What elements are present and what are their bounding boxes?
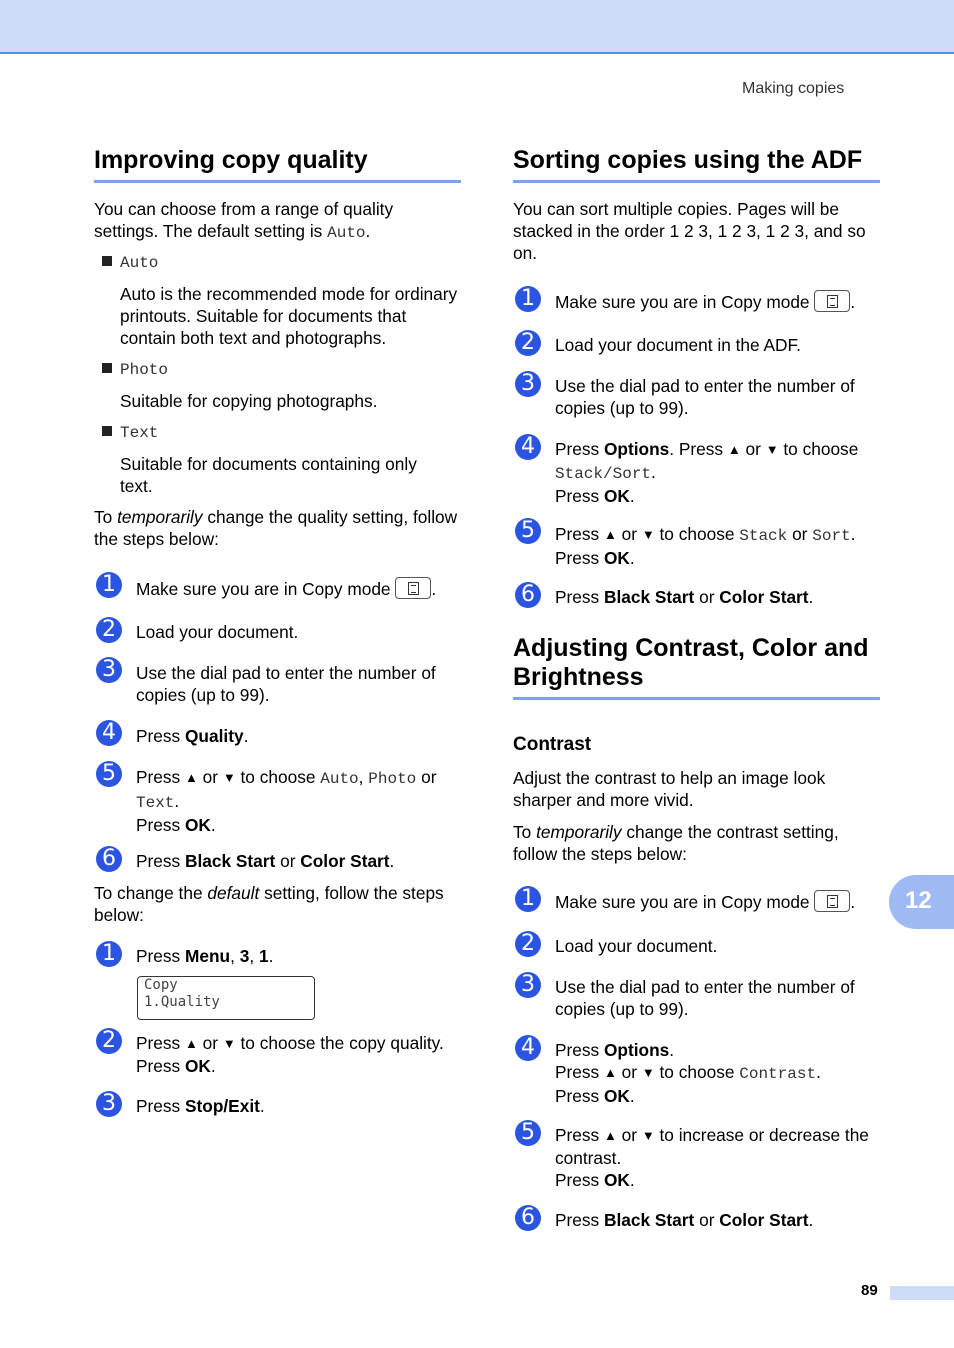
up-arrow-icon: ▲ <box>184 1036 198 1051</box>
step-text: Make sure you are in Copy mode . <box>555 892 856 912</box>
step-text: Press Menu, 3, 1. <box>136 946 274 966</box>
lcd-line: Copy <box>144 977 178 993</box>
up-arrow-icon: ▲ <box>184 770 198 785</box>
title-rule <box>94 180 461 183</box>
up-arrow-icon: ▲ <box>603 1065 617 1080</box>
option-desc: Suitable for documents containing only text. <box>120 454 417 496</box>
step-text: Press ▲ or ▼ to choose Auto, Photo or Text. Press OK. <box>136 767 437 835</box>
sorting-intro: You can sort multiple copies. Pages will be stacked in the order 1 2 3, 1 2 3, 1 2 3, and so on. <box>513 199 866 263</box>
option-name: Auto <box>120 254 159 272</box>
step-number-icon: 2 <box>515 931 541 957</box>
copy-mode-icon <box>814 290 850 312</box>
step-number-icon: 4 <box>96 720 122 746</box>
step-number-icon: 5 <box>96 761 122 787</box>
step-number-icon: 5 <box>515 518 541 544</box>
step-text: Use the dial pad to enter the number of copies (up to 99). <box>136 663 436 705</box>
step-number-icon: 3 <box>515 972 541 998</box>
option-desc: Auto is the recommended mode for ordinary printouts. Suitable for documents that contain both text and photographs. <box>120 284 458 348</box>
contrast-note: To temporarily change the contrast setting, follow the steps below: <box>513 822 839 864</box>
down-arrow-icon: ▼ <box>641 1065 655 1080</box>
step-number-icon: 6 <box>96 846 122 872</box>
step-number-icon: 1 <box>515 886 541 912</box>
title-rule <box>513 697 880 700</box>
step-number-icon: 1 <box>515 286 541 312</box>
step-text: Press ▲ or ▼ to increase or decrease the contrast. Press OK. <box>555 1125 869 1190</box>
lcd-display <box>137 976 315 1020</box>
contrast-intro: Adjust the contrast to help an image look sharper and more vivid. <box>513 768 826 810</box>
step-text: Load your document. <box>555 936 718 956</box>
step-text: Press ▲ or ▼ to choose the copy quality. Press OK. <box>136 1033 444 1076</box>
step-text: Press ▲ or ▼ to choose Stack or Sort. Press OK. <box>555 524 856 568</box>
footer-bar <box>890 1286 954 1300</box>
option-name: Photo <box>120 361 169 379</box>
bullet-icon <box>102 363 112 373</box>
step-text: Make sure you are in Copy mode . <box>555 292 856 312</box>
step-number-icon: 2 <box>96 1028 122 1054</box>
page-number: 89 <box>861 1282 878 1299</box>
step-text: Press Options. Press ▲ or ▼ to choose Stack/Sort. Press OK. <box>555 439 859 506</box>
step-number-icon: 1 <box>96 941 122 967</box>
top-band <box>0 0 954 54</box>
step-text: Press Black Start or Color Start. <box>555 587 814 607</box>
step-number-icon: 6 <box>515 1205 541 1231</box>
down-arrow-icon: ▼ <box>765 442 779 457</box>
section-title-sorting: Sorting copies using the ADF <box>513 146 863 174</box>
step-number-icon: 3 <box>96 1091 122 1117</box>
down-arrow-icon: ▼ <box>222 1036 236 1051</box>
step-text: Press Stop/Exit. <box>136 1096 265 1116</box>
step-text: Press Black Start or Color Start. <box>555 1210 814 1230</box>
step-number-icon: 3 <box>96 657 122 683</box>
step-number-icon: 3 <box>515 371 541 397</box>
bullet-icon <box>102 426 112 436</box>
copy-mode-icon <box>814 890 850 912</box>
down-arrow-icon: ▼ <box>641 1128 655 1143</box>
lcd-line: 1.Quality <box>144 994 220 1010</box>
step-text: Use the dial pad to enter the number of copies (up to 99). <box>555 977 855 1019</box>
bullet-icon <box>102 256 112 266</box>
step-text: Load your document. <box>136 622 299 642</box>
step-number-icon: 4 <box>515 434 541 460</box>
step-text: Use the dial pad to enter the number of copies (up to 99). <box>555 376 855 418</box>
down-arrow-icon: ▼ <box>641 527 655 542</box>
title-rule <box>513 180 880 183</box>
step-text: Press Quality. <box>136 726 249 746</box>
quality-intro: You can choose from a range of quality settings. The default setting is Auto. <box>94 199 394 242</box>
copy-mode-icon <box>395 577 431 599</box>
chapter-tab <box>889 875 954 929</box>
section-title-quality: Improving copy quality <box>94 146 368 174</box>
step-text: Press Options. Press ▲ or ▼ to choose Contrast. Press OK. <box>555 1040 821 1106</box>
step-text: Load your document in the ADF. <box>555 335 801 355</box>
step-number-icon: 2 <box>96 617 122 643</box>
step-text: Press Black Start or Color Start. <box>136 851 395 871</box>
chapter-number: 12 <box>905 887 932 914</box>
temporary-note: To temporarily change the quality setting, follow the steps below: <box>94 507 458 549</box>
step-number-icon: 2 <box>515 330 541 356</box>
up-arrow-icon: ▲ <box>603 527 617 542</box>
option-desc: Suitable for copying photographs. <box>120 391 378 411</box>
step-number-icon: 4 <box>515 1035 541 1061</box>
step-number-icon: 1 <box>96 572 122 598</box>
subsection-title: Contrast <box>513 734 592 755</box>
step-number-icon: 5 <box>515 1120 541 1146</box>
default-note: To change the default setting, follow the steps below: <box>94 883 444 925</box>
option-name: Text <box>120 424 159 442</box>
section-title-contrast: Adjusting Contrast, Color and Brightness <box>513 634 869 691</box>
up-arrow-icon: ▲ <box>727 442 741 457</box>
up-arrow-icon: ▲ <box>603 1128 617 1143</box>
step-text: Make sure you are in Copy mode . <box>136 579 437 599</box>
down-arrow-icon: ▼ <box>222 770 236 785</box>
step-number-icon: 6 <box>515 582 541 608</box>
running-header: Making copies <box>742 80 845 97</box>
